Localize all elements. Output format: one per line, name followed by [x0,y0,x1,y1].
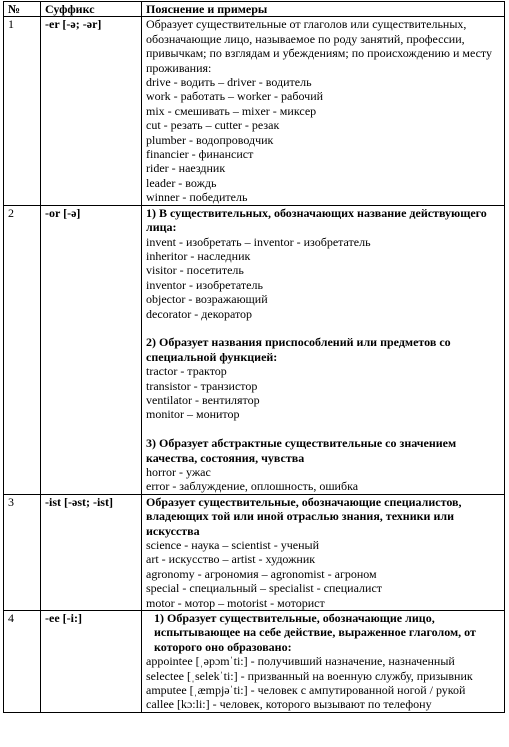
example-line: work - работать – worker - рабочий [146,89,324,104]
example-line: appointee [ˌəpɔmˈti:] - получивший назначение, назначенный [146,654,455,669]
table-row [4,494,505,610]
example-line: decorator - декоратор [146,306,253,321]
row-suffix: -er [-ə; -ər] [41,17,142,205]
row-explain [142,494,505,610]
example-line: inheritor - наследник [146,248,251,263]
row-num: 2 [4,205,41,494]
example-line: visitor - посетитель [146,263,244,278]
example-line: error - заблуждение, оплошность, ошибка [146,479,359,494]
example-line: transistor - транзистор [146,378,258,393]
example-line: mix - смешивать – mixer - миксер [146,103,317,118]
example-line: special - специальный – specialist - специалист [146,581,383,596]
example-line: selectee [ˌselekˈti:] - призванный на военную службу, призывник [146,668,473,683]
example-line: agronomy - агрономия – agronomist - агроном [146,566,377,581]
table-row [4,17,505,205]
section-heading: 2) Образует названия приспособлений или предметов со специальной функцией: [146,335,451,364]
example-line: rider - наездник [146,161,226,176]
example-line: art - искусство – artist - художник [146,552,316,567]
section-heading: Образует существительные, обозначающие специалистов, владеющих той или иной отраслью знания, техники или искусства [146,494,462,538]
table-header-row [4,2,505,17]
example-line: science - наука – scientist - ученый [146,538,320,552]
row-explain [142,611,505,713]
example-line: invent - изобретать – inventor - изобретатель [146,234,371,249]
row-num: 4 [4,611,41,713]
example-line: amputee [ˌæmpjəˈti:] - человек с ампутированной ногой / рукой [146,683,466,698]
table-row [4,205,505,494]
example-line: ventilator - вентилятор [146,392,260,407]
example-line: motor - мотор – motorist - моторист [146,595,325,610]
suffix-table [3,1,505,713]
spacer [146,321,500,335]
example-line: horror - ужас [146,464,211,479]
example-line: inventor - изобретатель [146,277,263,292]
header-suffix: Суффикс [41,2,142,17]
section-heading: 3) Образует абстрактные существительные со значением качества, состояния, чувства [146,436,457,465]
example-line: cut - резать – cutter - резак [146,118,280,133]
row-suffix: -or [-ə] [41,205,142,494]
example-line: winner - победитель [146,190,248,205]
row-num: 1 [4,17,41,205]
example-line: leader - вождь [146,175,217,190]
row-suffix: -ee [-i:] [41,611,142,713]
row-explain [142,205,505,494]
example-line: monitor – монитор [146,407,240,422]
example-line: objector - возражающий [146,292,268,307]
table-row [4,611,505,713]
example-line: drive - водить – driver - водитель [146,75,312,90]
example-line: tractor - трактор [146,364,227,379]
header-explain: Пояснение и примеры [142,2,505,17]
example-line: callee [kɔ:li:] - человек, которого вызывают по телефону [146,697,432,712]
spacer [146,422,500,436]
header-num: № [4,2,41,17]
row-suffix: -ist [-əst; -ist] [41,494,142,610]
example-line: plumber - водопроводчик [146,132,274,147]
row-intro: Образует существительные от глаголов или существительных, обозначающие лицо, называемое по роду занятий, профессии, привычкам; по взглядам и убеждениям; по происхождению и месту проживания: [146,17,492,75]
row-num: 3 [4,494,41,610]
example-line: financier - финансист [146,147,254,162]
row-explain [142,17,505,205]
section-heading: 1) В существительных, обозначающих название действующего лица: [146,205,487,235]
section-heading: 1) Образует существительные, обозначающие лицо, испытывающее на себе действие, выраженное глаголом, от которого оно образовано: [154,611,476,654]
